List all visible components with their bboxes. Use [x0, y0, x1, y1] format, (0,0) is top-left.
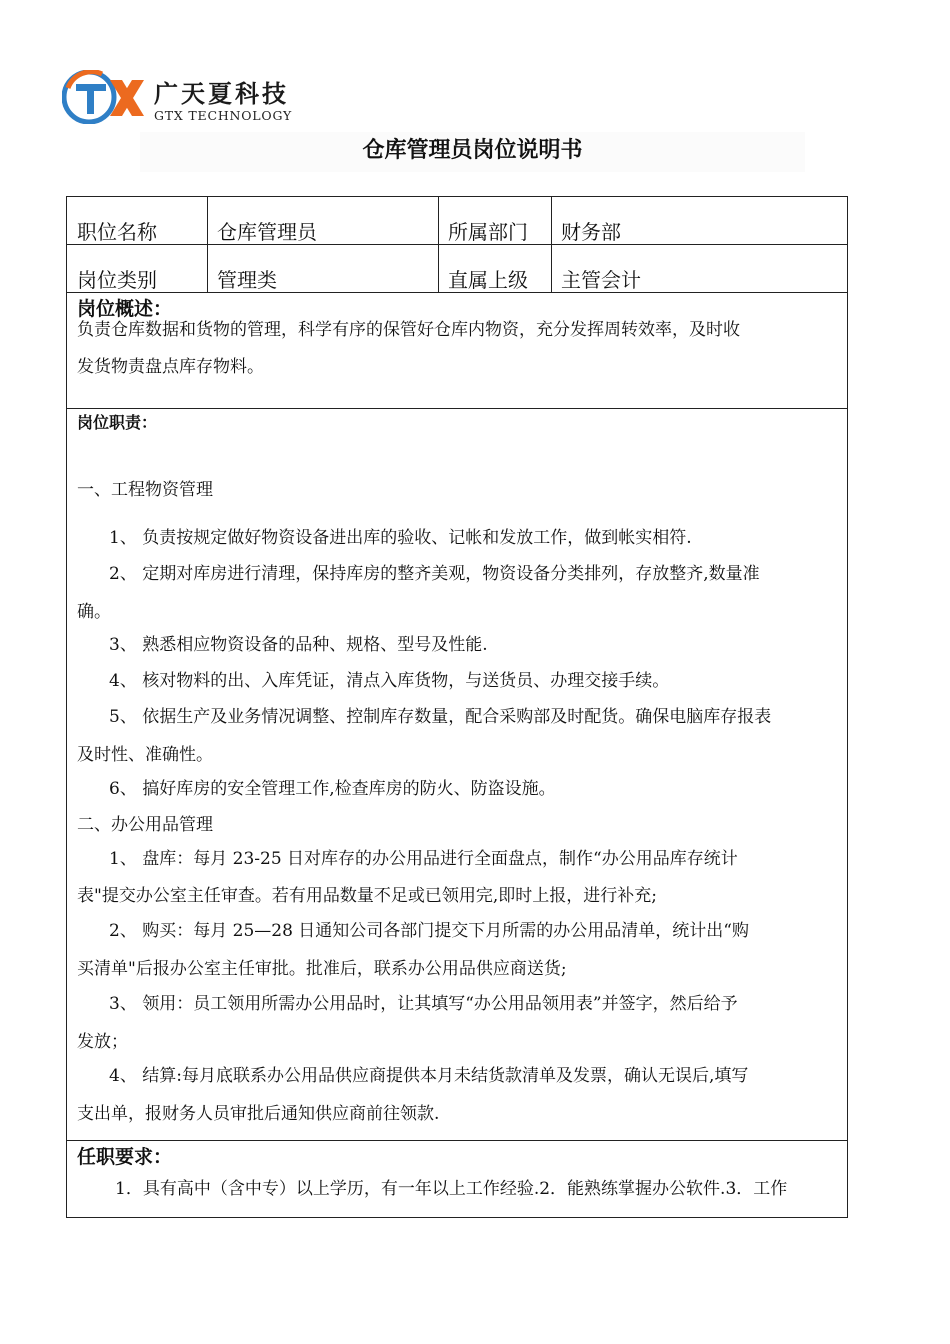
overview-line: 负责仓库数据和货物的管理，科学有序的保管好仓库内物资，充分发挥周转效率，及时收 [77, 320, 740, 340]
label-department: 所属部门 [448, 220, 528, 244]
gtx-logo-icon [62, 70, 146, 124]
value-department: 财务部 [561, 220, 621, 244]
duty-line: 2、 购买：每月 25—28 日通知公司各部门提交下月所需的办公用品清单，统计出“购 [109, 921, 749, 941]
label-direct-supervisor: 直属上级 [448, 268, 528, 292]
table-divider [207, 196, 208, 292]
table-divider [66, 408, 848, 409]
duty-line: 及时性、准确性。 [77, 745, 213, 765]
duty-line: 3、 熟悉相应物资设备的品种、规格、型号及性能. [109, 635, 488, 655]
section2-title: 二、办公用品管理 [77, 815, 213, 835]
duty-line: 6、 搞好库房的安全管理工作,检查库房的防火、防盗设施。 [109, 779, 556, 799]
duty-line: 4、 结算:每月底联系办公用品供应商提供本月未结货款清单及发票，确认无误后,填写 [109, 1066, 749, 1086]
duties-heading: 岗位职责： [77, 413, 158, 432]
duty-line: 支出单，报财务人员审批后通知供应商前往领款. [77, 1104, 440, 1124]
label-position-category: 岗位类别 [77, 268, 157, 292]
duty-line: 发放； [77, 1032, 128, 1052]
logo-name-en: GTX TECHNOLOGY [154, 108, 293, 123]
duty-line: 确。 [77, 602, 111, 622]
duty-line: 3、 领用：员工领用所需办公用品时，让其填写“办公用品领用表”并签字，然后给予 [109, 994, 738, 1014]
section1-title: 一、工程物资管理 [77, 480, 213, 500]
table-divider [66, 244, 848, 245]
page-title: 仓库管理员岗位说明书 [140, 132, 805, 172]
logo-name-cn: 广天夏科技 [154, 80, 289, 108]
table-divider [66, 292, 848, 293]
duty-line: 表"提交办公室主任审查。若有用品数量不足或已领用完,即时上报，进行补充; [77, 886, 657, 906]
duty-line: 4、 核对物料的出、入库凭证，清点入库货物，与送货员、办理交接手续。 [109, 671, 670, 691]
duty-line: 买清单"后报办公室主任审批。批准后，联系办公用品供应商送货; [77, 959, 567, 979]
value-position-name: 仓库管理员 [217, 220, 317, 244]
duty-line: 1、 负责按规定做好物资设备进出库的验收、记帐和发放工作，做到帐实相符. [109, 528, 692, 548]
table-divider [438, 196, 439, 292]
duty-line: 2、 定期对库房进行清理，保持库房的整齐美观，物资设备分类排列，存放整齐,数量准 [109, 564, 760, 584]
table-divider [551, 196, 552, 292]
requirement-line: 1．具有高中（含中专）以上学历，有一年以上工作经验.2．能熟练掌握办公软件.3．工作 [115, 1179, 788, 1199]
requirements-heading: 任职要求： [77, 1146, 173, 1168]
duty-line: 5、 依据生产及业务情况调整、控制库存数量，配合采购部及时配货。确保电脑库存报表 [109, 707, 772, 727]
overview-line: 发货物责盘点库存物料。 [77, 357, 264, 377]
value-direct-supervisor: 主管会计 [561, 268, 641, 292]
company-logo [62, 70, 302, 126]
overview-heading: 岗位概述： [77, 298, 173, 320]
table-divider [66, 1140, 848, 1141]
duty-line: 1、 盘库：每月 23-25 日对库存的办公用品进行全面盘点，制作“办公用品库存统计 [109, 849, 738, 869]
value-position-category: 管理类 [217, 268, 277, 292]
label-position-name: 职位名称 [77, 220, 157, 244]
